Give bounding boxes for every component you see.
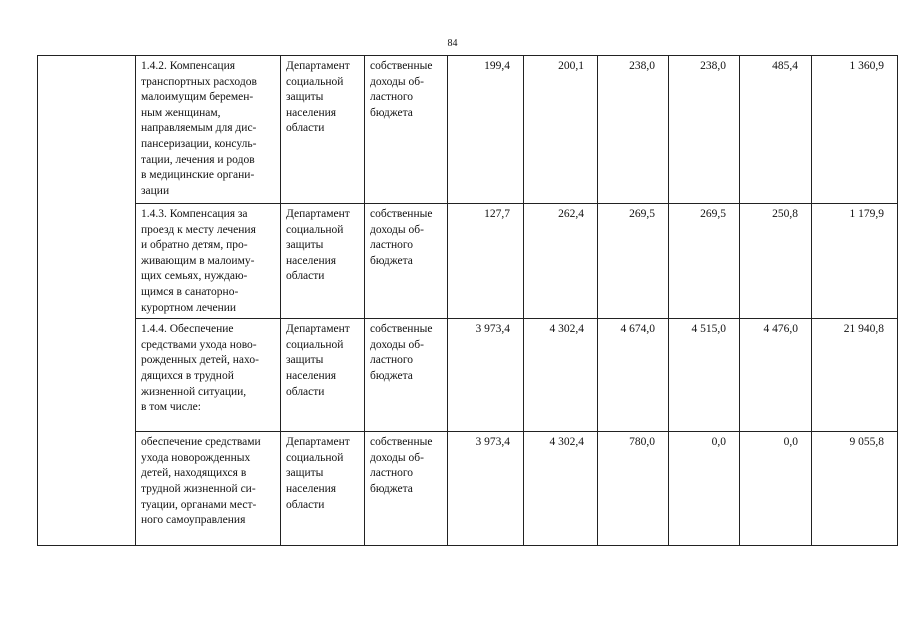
table-row — [38, 204, 898, 319]
value-cell-3: 269,5 — [598, 204, 669, 319]
value-cell-5: 0,0 — [740, 432, 812, 546]
value-cell-4: 238,0 — [669, 56, 740, 204]
funding-source-cell: собственные доходы об- ластного бюджета — [365, 56, 448, 204]
value-cell-1: 199,4 — [448, 56, 524, 204]
executor-cell: Департамент социальной защиты населения области — [281, 432, 365, 546]
table-row — [38, 432, 898, 546]
value-cell-1: 3 973,4 — [448, 319, 524, 432]
empty-column-cell — [38, 56, 136, 546]
value-cell-3: 4 674,0 — [598, 319, 669, 432]
value-cell-2: 4 302,4 — [524, 319, 598, 432]
value-cell-1: 127,7 — [448, 204, 524, 319]
measure-cell: обеспечение средствами ухода новорожденных детей, находящихся в трудной жизненной си- туации, органами мест- ного самоуправления — [136, 432, 281, 546]
measure-cell: 1.4.3. Компенсация за проезд к месту лечения и обратно детям, про- живающим в малоиму- щих семьях, нуждаю- щимся в санаторно- курортном лечении — [136, 204, 281, 319]
value-cell-5: 485,4 — [740, 56, 812, 204]
value-cell-2: 4 302,4 — [524, 432, 598, 546]
table-row — [38, 56, 898, 204]
value-cell-2: 262,4 — [524, 204, 598, 319]
total-cell: 1 179,9 — [812, 204, 898, 319]
budget-table — [37, 55, 898, 546]
total-cell: 9 055,8 — [812, 432, 898, 546]
funding-source-cell: собственные доходы об- ластного бюджета — [365, 204, 448, 319]
total-cell: 21 940,8 — [812, 319, 898, 432]
value-cell-3: 238,0 — [598, 56, 669, 204]
value-cell-1: 3 973,4 — [448, 432, 524, 546]
value-cell-3: 780,0 — [598, 432, 669, 546]
value-cell-5: 250,8 — [740, 204, 812, 319]
executor-cell: Департамент социальной защиты населения области — [281, 56, 365, 204]
table-row — [38, 319, 898, 432]
value-cell-4: 0,0 — [669, 432, 740, 546]
executor-cell: Департамент социальной защиты населения области — [281, 204, 365, 319]
value-cell-5: 4 476,0 — [740, 319, 812, 432]
value-cell-4: 4 515,0 — [669, 319, 740, 432]
funding-source-cell: собственные доходы об- ластного бюджета — [365, 432, 448, 546]
executor-cell: Департамент социальной защиты населения области — [281, 319, 365, 432]
value-cell-4: 269,5 — [669, 204, 740, 319]
measure-cell: 1.4.4. Обеспечение средствами ухода ново- рожденных детей, нахо- дящихся в трудной жизненной ситуации, в том числе: — [136, 319, 281, 432]
page-number: 84 — [447, 38, 458, 49]
funding-source-cell: собственные доходы об- ластного бюджета — [365, 319, 448, 432]
measure-cell: 1.4.2. Компенсация транспортных расходов малоимущим беремен- ным женщинам, направляемым для дис- пансеризации, консуль- тации, лечения и родов в медицинские органи- зации — [136, 56, 281, 204]
value-cell-2: 200,1 — [524, 56, 598, 204]
total-cell: 1 360,9 — [812, 56, 898, 204]
